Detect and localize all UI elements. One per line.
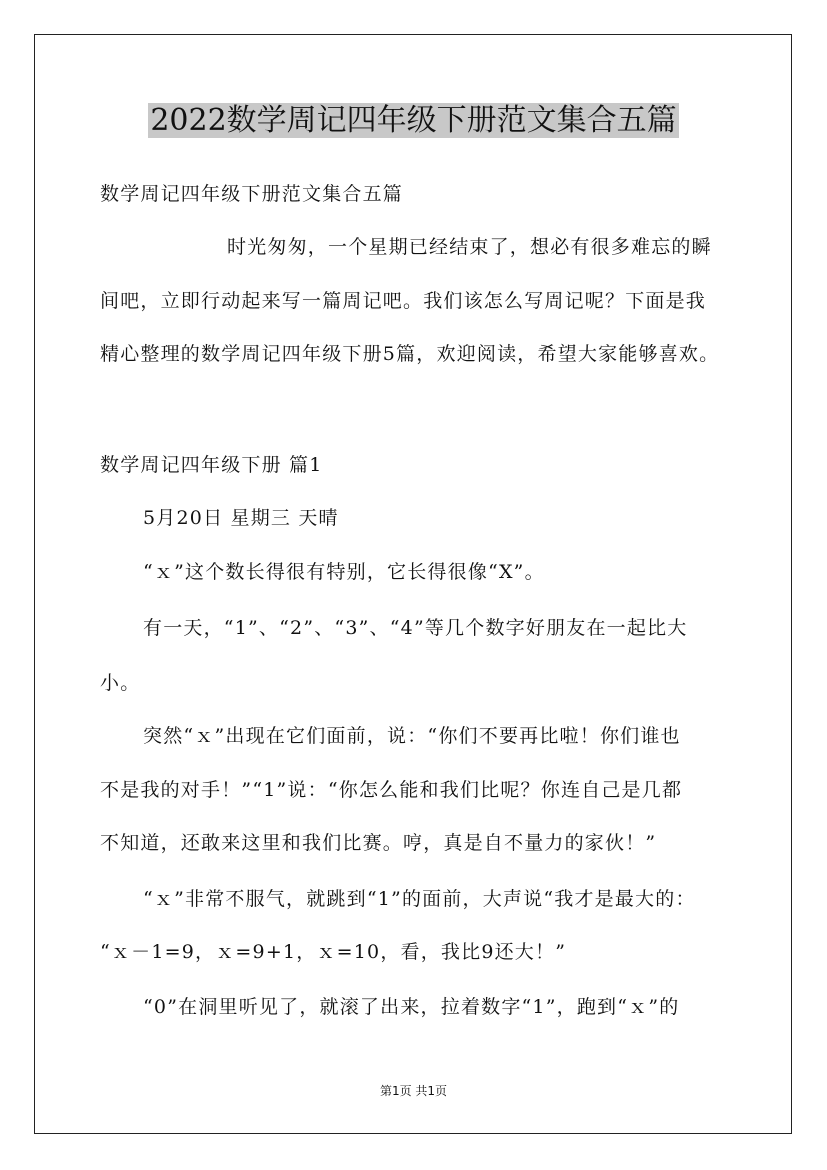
document-title-text: 2022数学周记四年级下册范文集合五篇 bbox=[150, 103, 677, 138]
body-line: 5月20日 星期三 天晴 bbox=[143, 507, 339, 529]
body-line: “ｘ－1=9，ｘ=9+1，ｘ=10，看，我比9还大！” bbox=[100, 941, 567, 963]
body-line: “ｘ”这个数长得很有特别，它长得很像“X”。 bbox=[143, 561, 545, 583]
body-line: “0”在洞里听见了，就滚了出来，拉着数字“1”，跑到“ｘ”的 bbox=[143, 996, 680, 1018]
body-line: 不知道，还敢来这里和我们比赛。哼，真是自不量力的家伙！” bbox=[100, 832, 657, 854]
body-line: 不是我的对手！”“1”说：“你怎么能和我们比呢？你连自己是几都 bbox=[100, 779, 683, 801]
intro-line: 时光匆匆，一个星期已经结束了，想必有很多难忘的瞬 bbox=[227, 236, 712, 258]
section-heading: 数学周记四年级下册 篇1 bbox=[100, 454, 323, 476]
page-footer: 第1页 共1页 bbox=[379, 1084, 448, 1098]
body-line: 小。 bbox=[100, 672, 141, 694]
document-subtitle: 数学周记四年级下册范文集合五篇 bbox=[100, 183, 404, 205]
intro-line: 间吧，立即行动起来写一篇周记吧。我们该怎么写周记呢？下面是我 bbox=[100, 290, 707, 312]
intro-line: 精心整理的数学周记四年级下册5篇，欢迎阅读，希望大家能够喜欢。 bbox=[100, 343, 720, 365]
body-line: “ｘ”非常不服气，就跳到“1”的面前，大声说“我才是最大的： bbox=[143, 888, 696, 910]
body-line: 有一天，“1”、“2”、“3”、“4”等几个数字好朋友在一起比大 bbox=[143, 617, 688, 639]
document-title bbox=[0, 103, 827, 139]
body-line: 突然“ｘ”出现在它们面前，说：“你们不要再比啦！你们谁也 bbox=[143, 725, 681, 747]
